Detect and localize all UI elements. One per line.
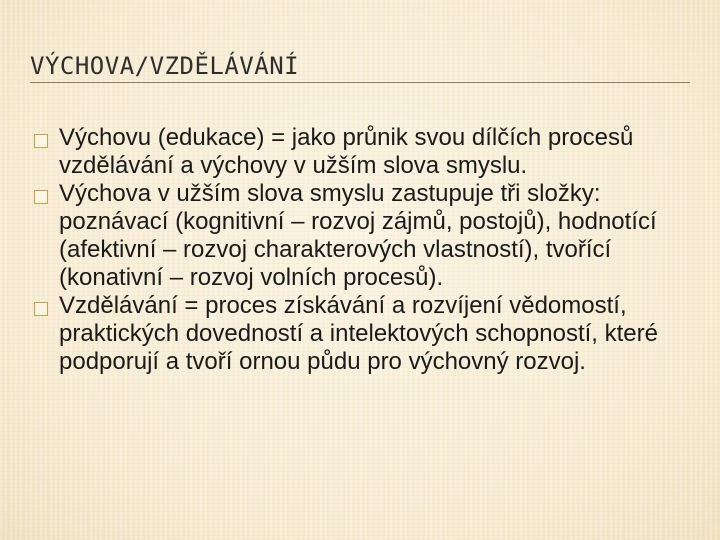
bullet-item xyxy=(34,180,700,292)
square-bullet-icon xyxy=(34,190,48,204)
title-underline xyxy=(30,82,690,83)
square-bullet-icon xyxy=(34,134,48,148)
bullet-text: Výchovu (edukace) = jako průnik svou dílčích procesů vzdělávání a výchovy v užším slova smyslu. xyxy=(59,124,634,179)
bullet-item xyxy=(34,292,700,376)
bullet-list xyxy=(34,124,700,376)
square-bullet-icon xyxy=(34,302,48,316)
bullet-text: Vzdělávání = proces získávání a rozvíjení vědomostí, praktických dovedností a intelektových schopností, které podporují a tvoří ornou půdu pro výchovný rozvoj. xyxy=(59,292,658,375)
bullet-item xyxy=(34,124,700,180)
bullet-text: Výchova v užším slova smyslu zastupuje tři složky: poznávací (kognitivní – rozvoj zájmů, postojů), hodnotící (afektivní – rozvoj charakterových vlastností), tvořící (konativní – rozvoj volních procesů). xyxy=(59,180,657,291)
slide-title: VÝCHOVA/VZDĚLÁVÁNÍ xyxy=(30,52,300,80)
